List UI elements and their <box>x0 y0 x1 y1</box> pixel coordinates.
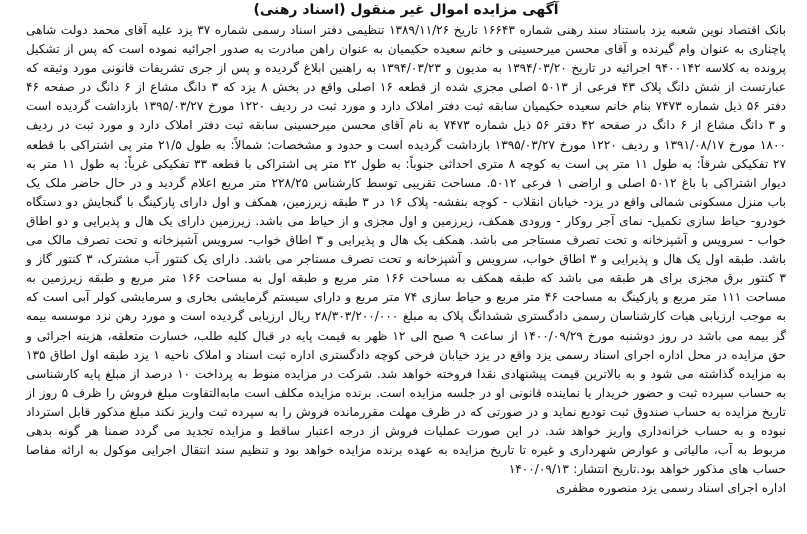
auction-notice <box>26 0 786 520</box>
notice-title: آگهی مزایده اموال غیر منقول (اسناد رهنی) <box>253 2 559 18</box>
notice-signature: اداره اجرای اسناد رسمی یزد منصوره مظفری <box>555 481 786 496</box>
notice-body <box>26 21 786 479</box>
notice-body-text: بانک اقتصاد نوین شعبه یزد باستناد سند رهنی شماره ۱۶۶۴۳ تاریخ ۱۳۸۹/۱۱/۲۶ تنظیمی دفتر اسناد رسمی شماره ۳۷ یزد علیه آقای محمد دولت شاهی پاچناری به عنوان وام گیرنده و آقای محسن میرحسینی و خانم سعیده حکیمیان به عنوان راهن مبادرت به صدور اجرائیه نموده است که پس از تشکیل پرونده به کلاسه ۹۴۰۰۱۴۲ اجرائیه در تاریخ ۱۳۹۴/۰۳/۲۰ به مدیون و ۱۳۹۴/۰۳/۲۳ به راهنین ابلاغ گردیده و پس از جری تشریفات قانونی مورد وثیقه که عبارتست از شش دانگ پلاک ۴۳ فرعی از ۵۰۱۳ اصلی مجزی شده از قطعه ۱۶ اصلی واقع در بخش ۸ یزد که ۳ دانگ مشاع از ۶ دانگ در صفحه ۴۶ دفتر ۵۶ ذیل شماره ۷۴۷۳ بنام خانم سعیده حکیمیان سابقه ثبت دفتر املاک دارد و مورد ثبت در ردیف ۱۲۲۰ مورخ ۱۳۹۵/۰۳/۲۷ بازداشت گردیده است و ۳ دانگ مشاع از ۶ دانگ در صفحه ۴۲ دفتر ۵۶ ذیل شماره ۷۴۷۳ به نام آقای محسن میرحسینی سابقه ثبت دفتر املاک دارد و مورد ثبت در ردیف ۱۸۰۰ مورخ ۱۳۹۱/۰۸/۱۷ و ردیف ۱۲۲۰ مورخ ۱۳۹۵/۰۳/۲۷ بازداشت گردیده است و حدود و مشخصات: شمالاً: به طول ۲۱/۵ متر پی اشتراکی با قطعه ۲۷ تفکیکی شرقاً: به طول ۱۱ متر پی است به کوچه ۸ متری احداثی جنوباً: به طول ۲۲ متر پی اشتراکی با قطعه ۳۳ تفکیکی غرباً: به طول ۱۱ متر به دیوار اشتراکی با باغ ۵۰۱۲ اصلی و اراضی ۱ فرعی ۵۰۱۲. مساحت تقریبی توسط کارشناس ۲۲۸/۲۵ متر مربع اعلام گردید و در حال حاضر ملک یک باب منزل مسکونی شمالی واقع در یزد- خیابان انقلاب - کوچه بنفشه- پلاک ۱۶ در ۳ طبقه زیرزمین، همکف و اول دارای پارکینگ با گنجایش دو دستگاه خودرو- حیاط سازی تکمیل- نمای آجر روکار - ورودی همکف، زیرزمین و اول مجزی و از حیاط می باشد. زیرزمین دارای یک هال و پذیرایی و دو اطاق خواب - سرویس و آشپزخانه و تحت تصرف مستاجر می باشد. همکف یک هال و پذیرایی و ۳ اطاق خواب- سرویس آشپزخانه و تحت تصرف مالک می باشد. طبقه اول یک هال و پذیرایی و ۳ اطاق خواب، سرویس و آشپزخانه و تحت تصرف مستاجر می باشد. دارای یک کنتور آب مشترک، ۳ کنتور گاز و ۳ کنتور برق مجزی برای هر طبقه می باشد که طبقه همکف به مساحت ۱۶۶ متر مربع و طبقه اول به مساحت ۱۶۶ متر مربع و طبقه زیرزمین به مساحت ۱۱۱ متر مربع و پارکینگ به مساحت ۴۶ متر مربع و حیاط سازی ۷۴ متر مربع و دارای سیستم گرمایشی بخاری و سرمایشی کولر آبی است که به موجب ارزیابی هیات کارشناسان رسمی دادگستری ششدانگ پلاک به مبلغ ۲۸/۳۰۳/۲۰۰/۰۰۰ ریال ارزیابی گردیده است و مورد رهن نزد موسسه بیمه گر بیمه می باشد در روز دوشنبه مورخ ۱۴۰۰/۰۹/۲۹ از ساعت ۹ صبح الی ۱۲ ظهر به قیمت پایه در قبال کلیه طلب، خسارت متعلقه، هزینه اجرائی و حق مزایده در محل اداره اجرای اسناد رسمی یزد واقع در یزد خیابان فرخی کوچه دادگستری اداره ثبت اسناد و املاک ناحیه ۱ یزد طبقه اول اطاق ۱۳۵ به مزایده گذاشته می شود و به بالاترین قیمت پیشنهادی نقدا فروخته خواهد شد. شرکت در مزایده منوط به پرداخت ۱۰ درصد از مبلغ پایه کارشناسی به حساب سپرده ثبت و حضور خریدار یا نماینده قانونی او در جلسه مزایده است. برنده مزایده مکلف است مابه‌التفاوت مبلغ فروش را ظرف ۵ روز از تاریخ مزایده به حساب صندوق ثبت تودیع نماید و در صورتی که در ظرف مهلت مقررمانده فروش را به سپرده ثبت واریز نکند مبلغ مذکور قابل استرداد نبوده و به حساب خزانه‌داری واریز خواهد شد. در این صورت عملیات فروش از درجه اعتبار ساقط و مزایده تجدید می گردد ضمنا هر گونه بدهی مربوط به آب، مالیاتی و عوارض شهرداری و غیره تا تاریخ مزایده به عهده برنده مزایده خواهد بود و تنظیم سند انتقال اجرایی موکول به ارائه مفاصا حساب های مذکور خواهد بود.تاریخ انتشار: ۱۴۰۰/۰۹/۱۳ <box>26 23 787 477</box>
